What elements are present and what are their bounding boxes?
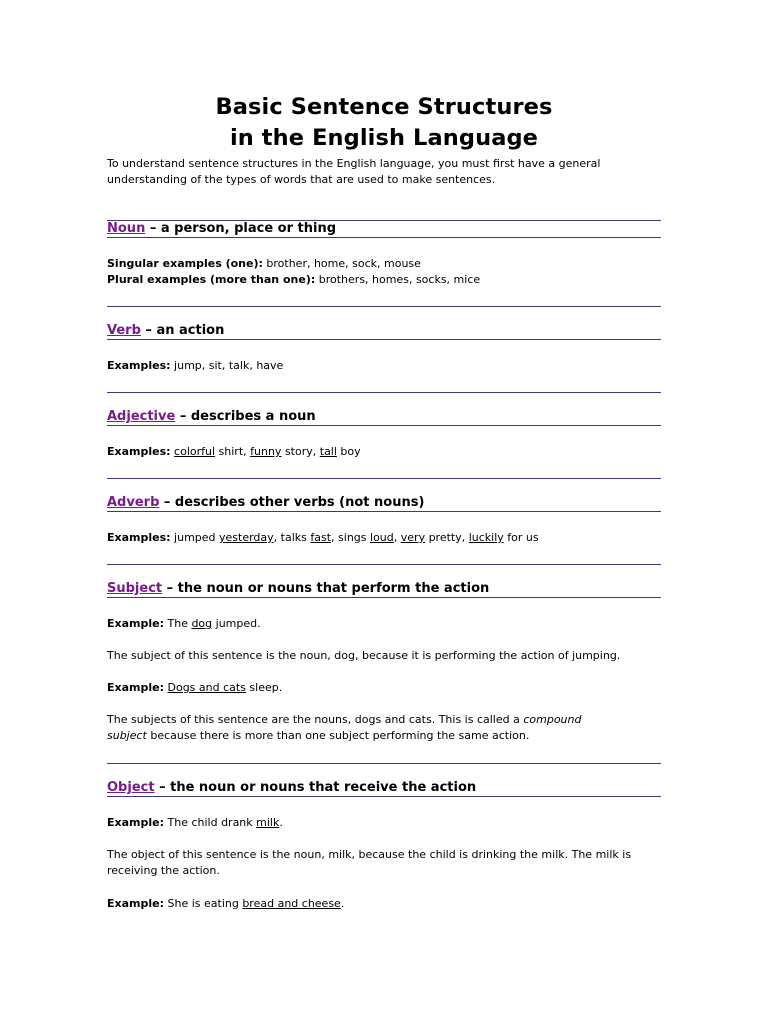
subject-explanation-2-line-2 (107, 728, 661, 744)
divider (107, 237, 661, 238)
divider (107, 425, 661, 426)
example-text: story, (281, 445, 320, 458)
adverb-heading (107, 495, 661, 511)
subject-example-1-label: Example: (107, 617, 164, 630)
example-text: for us (503, 531, 539, 544)
object-explanation-1-line-1: The object of this sentence is the noun, milk, because the child is drinking the milk. The milk is (107, 848, 632, 861)
example-word: very (400, 531, 426, 544)
example-text: The (164, 617, 192, 630)
adverb-examples (107, 530, 661, 546)
adverb-examples-label: Examples: (107, 531, 171, 544)
example-text: jumped (170, 531, 220, 544)
subject-explanation-2-line-1 (107, 712, 661, 728)
adjective-examples-label: Examples: (107, 445, 171, 458)
verb-examples (107, 358, 661, 374)
intro-paragraph (107, 156, 661, 187)
divider (107, 564, 661, 565)
example-text: pretty, (425, 531, 469, 544)
example-word: milk (256, 816, 280, 829)
subject-heading (107, 581, 661, 597)
noun-plural-text: brothers, homes, socks, mice (315, 273, 481, 286)
italic-term: compound (523, 713, 582, 726)
subject-example-1 (107, 616, 661, 632)
adjective-examples (107, 444, 661, 460)
divider (107, 478, 661, 479)
intro-line-2: understanding of the types of words that are used to make sentences. (107, 172, 496, 186)
example-word: tall (319, 445, 337, 458)
noun-singular-label: Singular examples (one): (107, 257, 263, 270)
object-example-1-label: Example: (107, 816, 164, 829)
noun-definition: – a person, place or thing (145, 221, 337, 236)
noun-term: Noun (107, 221, 146, 236)
noun-singular-examples (107, 256, 661, 272)
adjective-definition: – describes a noun (175, 409, 316, 424)
noun-plural-label: Plural examples (more than one): (107, 273, 316, 286)
subject-example-2 (107, 680, 661, 696)
example-text: , talks (273, 531, 311, 544)
adjective-heading (107, 409, 661, 425)
subject-explanation-1: The subject of this sentence is the noun, dog, because it is performing the action of jumping. (107, 649, 621, 662)
explanation-text: The subjects of this sentence are the nouns, dogs and cats. This is called a (107, 713, 524, 726)
subject-example-2-label: Example: (107, 681, 164, 694)
object-example-2 (107, 896, 661, 912)
verb-term: Verb (107, 323, 141, 338)
example-text: , sings (331, 531, 371, 544)
example-text: . (340, 897, 345, 910)
subject-term: Subject (107, 581, 163, 596)
example-word: colorful (174, 445, 216, 458)
example-text: boy (336, 445, 361, 458)
divider (107, 339, 661, 340)
object-explanation-1 (107, 847, 661, 878)
divider (107, 763, 661, 764)
subject-explanation-2 (107, 712, 661, 743)
example-text: The child drank (164, 816, 257, 829)
verb-examples-label: Examples: (107, 359, 171, 372)
divider (107, 306, 661, 307)
page-title-line-2: in the English Language (229, 125, 539, 151)
example-word: loud (370, 531, 394, 544)
verb-definition: – an action (140, 323, 225, 338)
italic-term: subject (107, 728, 147, 742)
verb-heading (107, 323, 661, 339)
example-word: bread and cheese (242, 897, 341, 910)
subject-definition: – the noun or nouns that perform the action (162, 581, 490, 596)
object-explanation-1-line-2: receiving the action. (107, 863, 220, 877)
example-text: , (393, 531, 401, 544)
noun-singular-text: brother, home, sock, mouse (262, 257, 421, 270)
example-word: luckily (468, 531, 504, 544)
adverb-term: Adverb (107, 495, 160, 510)
adverb-definition: – describes other verbs (not nouns) (159, 495, 425, 510)
example-word: Dogs and cats (167, 681, 246, 694)
noun-plural-examples (107, 272, 661, 288)
example-word: dog (191, 617, 213, 630)
object-heading (107, 780, 661, 796)
object-definition: – the noun or nouns that receive the action (154, 780, 477, 795)
example-word: yesterday (219, 531, 274, 544)
page-title-line-1: Basic Sentence Structures (215, 94, 553, 120)
intro-line-1: To understand sentence structures in the English language, you must first have a general (107, 157, 601, 170)
example-text: jumped. (212, 617, 261, 630)
divider (107, 597, 661, 598)
example-word: fast (310, 531, 332, 544)
divider (107, 392, 661, 393)
object-example-2-label: Example: (107, 897, 164, 910)
object-term: Object (107, 780, 155, 795)
object-example-1 (107, 815, 661, 831)
example-text: sleep. (245, 681, 283, 694)
example-text: She is eating (164, 897, 243, 910)
divider (107, 796, 661, 797)
example-text: . (279, 816, 283, 829)
example-word: funny (250, 445, 282, 458)
explanation-text: because there is more than one subject performing the same action. (146, 728, 530, 742)
verb-examples-text: jump, sit, talk, have (170, 359, 284, 372)
adjective-term: Adjective (107, 409, 176, 424)
example-text: shirt, (215, 445, 251, 458)
divider (107, 511, 661, 512)
noun-heading (107, 221, 661, 237)
